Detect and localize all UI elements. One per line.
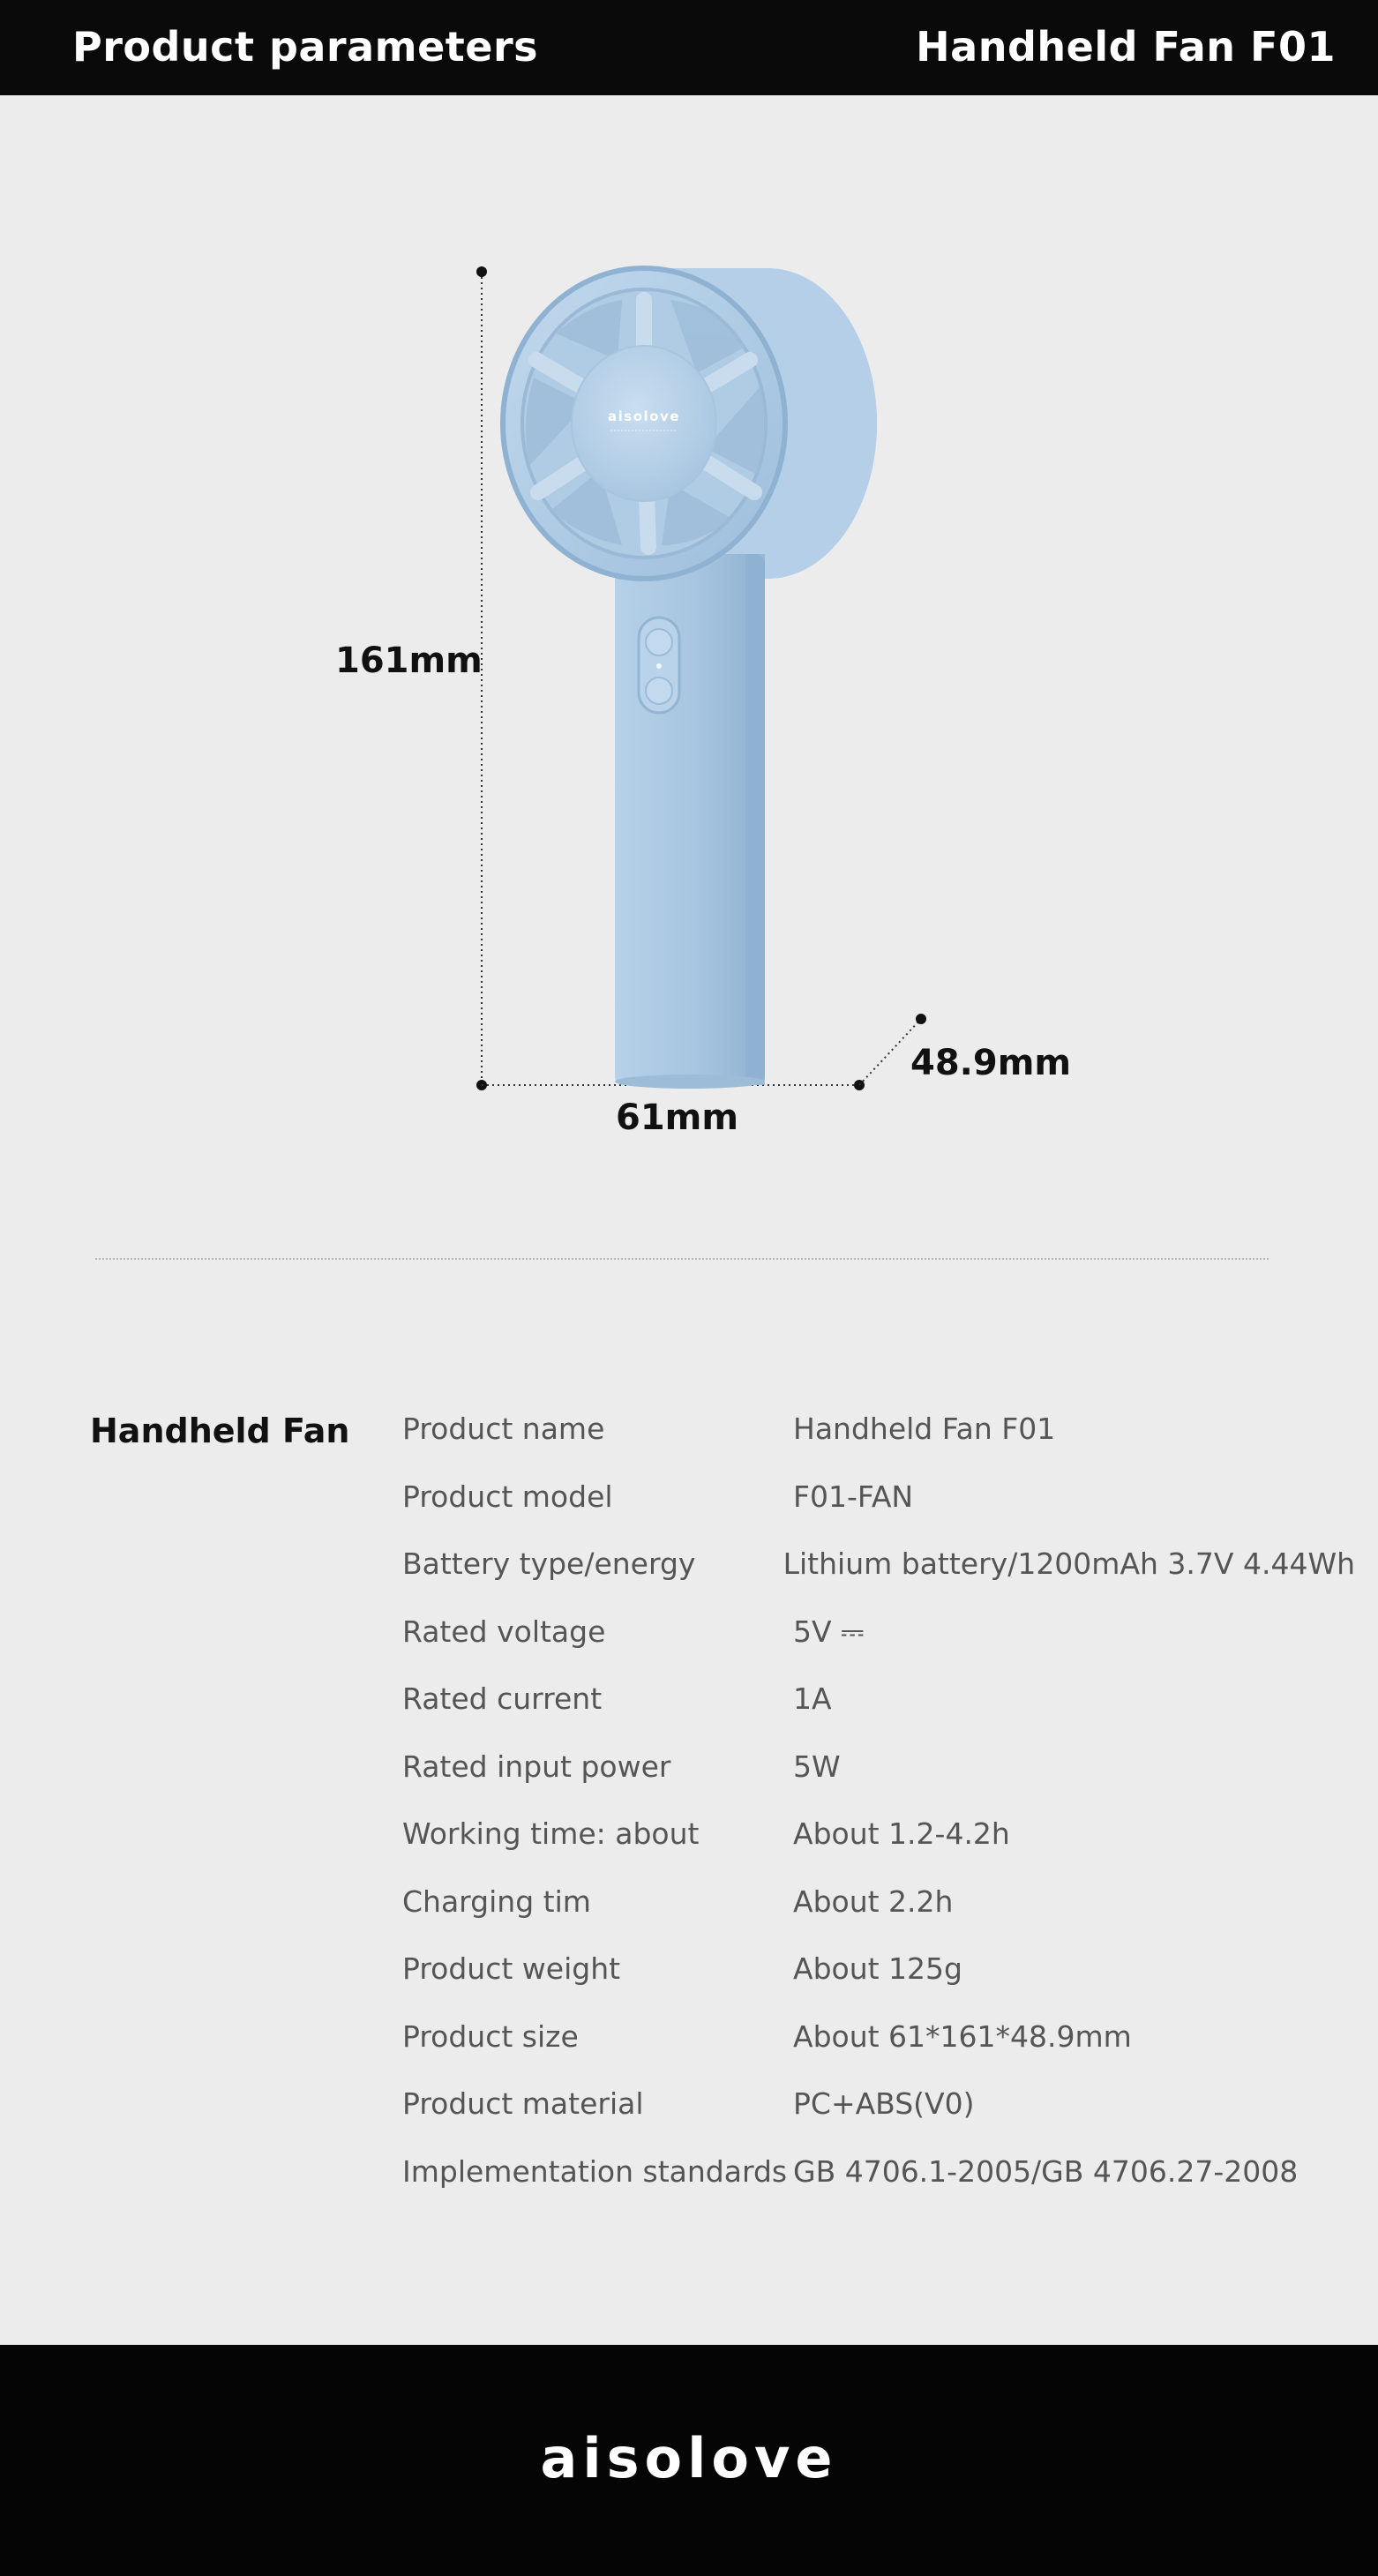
spec-row [402, 1479, 1355, 1547]
spec-value: F01-FAN [793, 1479, 914, 1514]
spec-row [402, 1951, 1355, 2019]
spec-row [402, 1614, 1355, 1682]
spec-label: Rated current [402, 1681, 603, 1716]
indicator-dot [656, 663, 662, 669]
spec-label: Rated voltage [402, 1614, 606, 1649]
spec-row [402, 1749, 1355, 1817]
spec-row [402, 1681, 1355, 1749]
spec-row [402, 2086, 1355, 2154]
spec-label: Working time: about [402, 1816, 700, 1851]
spec-value: About 125g [793, 1951, 962, 1986]
spec-row [402, 1816, 1355, 1884]
height-dimension-label: 161mm [335, 640, 483, 681]
spec-label: Product size [402, 2018, 579, 2054]
fan-illustration [0, 95, 1378, 1242]
spec-row [402, 1884, 1355, 1952]
spec-value: Handheld Fan F01 [793, 1412, 1056, 1446]
spec-label: Implementation standards [402, 2153, 788, 2189]
depth-dimension-dot [916, 1014, 926, 1024]
product-title: Handheld Fan F01 [916, 23, 1336, 71]
spec-row [402, 1546, 1355, 1614]
fan-handle [615, 554, 765, 1085]
spec-label: Product model [402, 1479, 613, 1514]
brand-logo: aisolove [540, 2426, 838, 2490]
width-dimension-label: 61mm [616, 1097, 739, 1138]
spec-value: About 2.2h [793, 1883, 954, 1919]
spec-table [402, 1412, 1355, 2221]
fan-hub-logo: aisolove [608, 408, 680, 424]
page-title: Product parameters [72, 23, 539, 71]
spec-row [402, 2154, 1355, 2222]
spec-value: 1A [793, 1681, 832, 1716]
spec-value: GB 4706.1-2005/GB 4706.27-2008 [793, 2153, 1299, 2189]
spec-label: Product name [402, 1412, 605, 1446]
spec-value: 5V ⎓ [793, 1614, 865, 1649]
spec-label: Product material [402, 2086, 644, 2121]
footer-bar [0, 2345, 1378, 2576]
spec-value: About 61*161*48.9mm [793, 2018, 1132, 2054]
spec-value: Lithium battery/1200mAh 3.7V 4.44Wh [783, 1546, 1355, 1581]
product-dimension-diagram [0, 95, 1378, 1242]
depth-dimension-label: 48.9mm [910, 1043, 1072, 1083]
power-button [646, 629, 672, 655]
spec-label: Product weight [402, 1951, 621, 1986]
spec-value: PC+ABS(V0) [793, 2086, 975, 2121]
spec-label: Rated input power [402, 1749, 671, 1784]
spec-row [402, 2019, 1355, 2087]
spec-section-title: Handheld Fan [90, 1412, 350, 1450]
spec-label: Battery type/energy [402, 1546, 696, 1581]
spec-value: About 1.2-4.2h [793, 1816, 1010, 1851]
mode-button [646, 678, 672, 704]
spec-row [402, 1412, 1355, 1479]
spec-label: Charging tim [402, 1883, 591, 1919]
height-dimension-dot-top [476, 266, 487, 277]
header-bar [0, 0, 1378, 95]
section-divider [95, 1258, 1269, 1260]
spec-value: 5W [793, 1749, 841, 1784]
